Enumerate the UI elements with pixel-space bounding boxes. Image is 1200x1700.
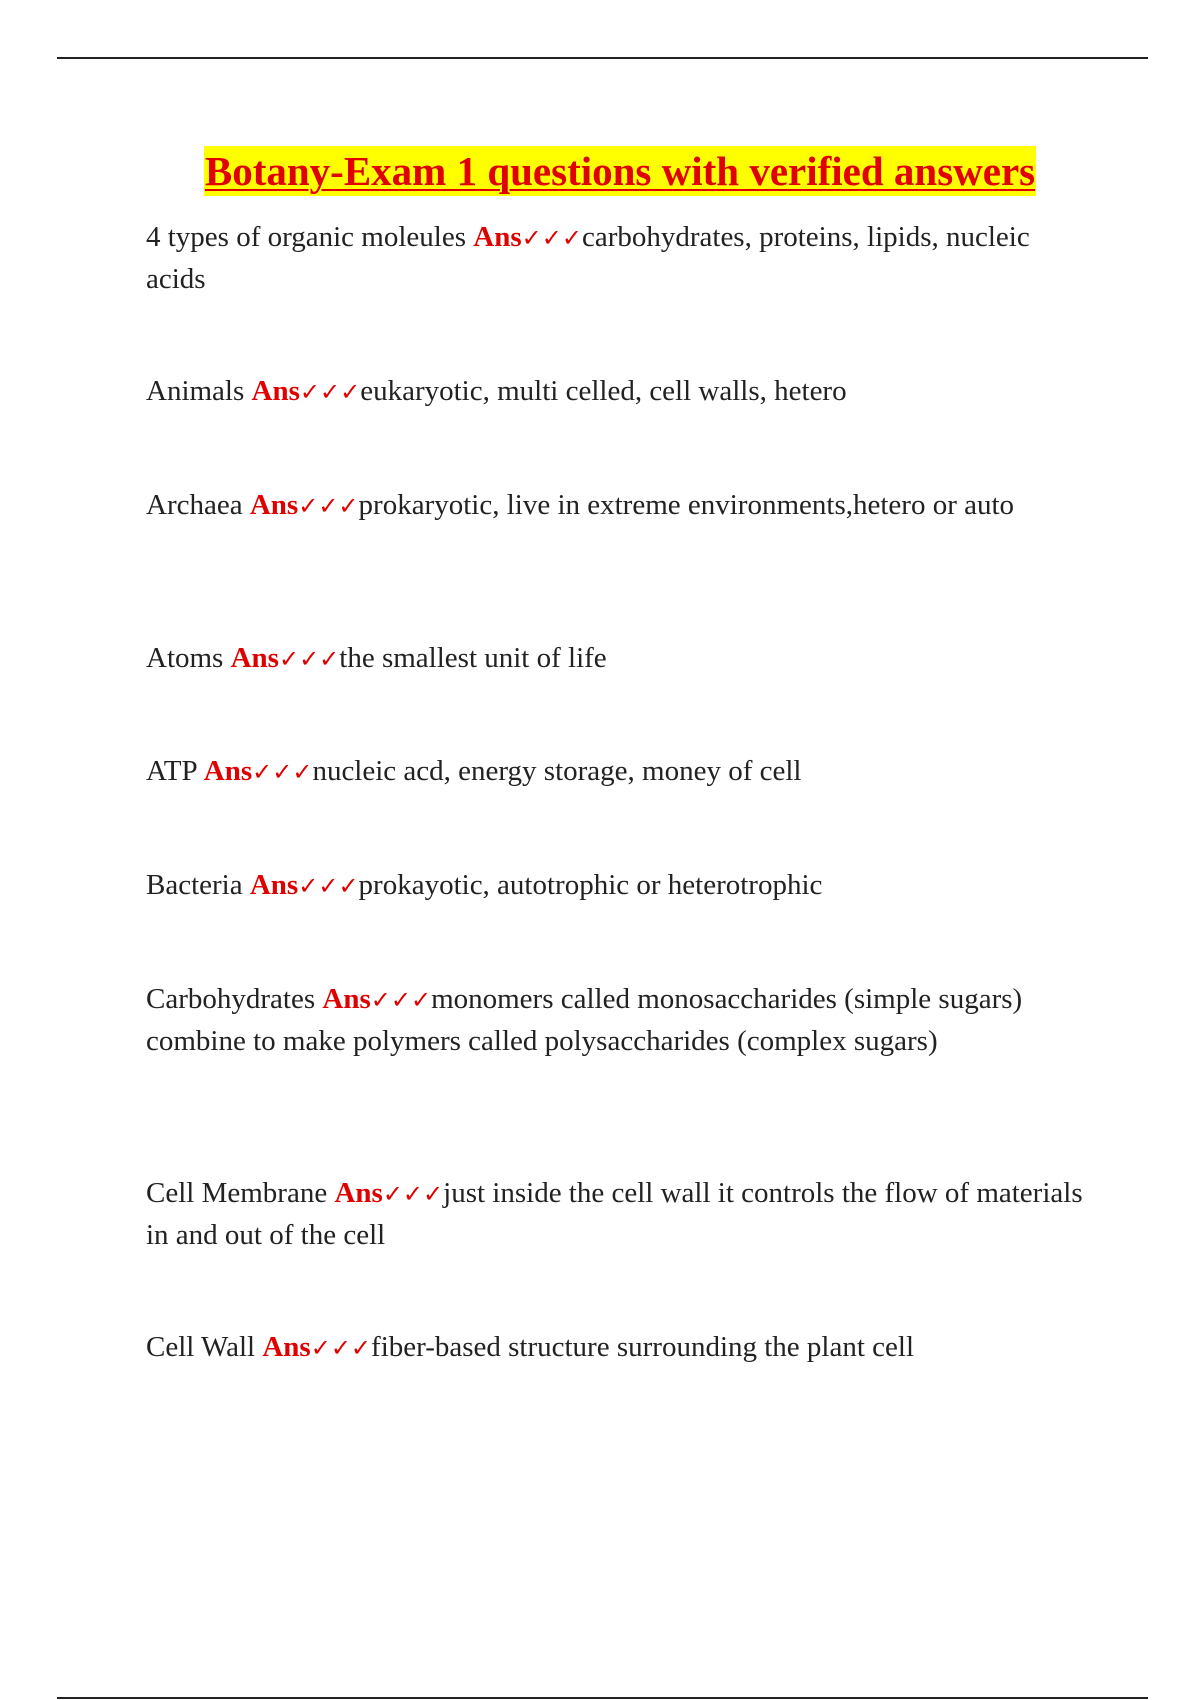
check-marks-icon: ✓✓✓ <box>252 760 313 786</box>
check-marks-icon: ✓✓✓ <box>278 647 340 673</box>
qa-item <box>146 485 1086 527</box>
answer-marker: Ans <box>249 869 299 901</box>
question-term: Animals <box>146 375 245 407</box>
qa-item <box>146 865 1086 907</box>
answer-marker: Ans <box>230 642 279 674</box>
answer-text: just inside the cell wall it controls the flow of materials in and out of the cell <box>146 1177 1083 1251</box>
answer-text: fiber-based structure surrounding the plant cell <box>371 1331 915 1363</box>
question-term: Cell Membrane <box>146 1177 328 1209</box>
check-marks-icon: ✓✓✓ <box>298 874 359 900</box>
title-container <box>0 146 1200 196</box>
qa-item <box>146 979 1086 1061</box>
check-marks-icon: ✓✓✓ <box>310 1336 372 1362</box>
qa-item <box>146 751 1086 793</box>
question-term: 4 types of organic moleules <box>146 221 467 253</box>
check-marks-icon: ✓✓✓ <box>382 1182 444 1208</box>
answer-marker: Ans <box>322 983 371 1015</box>
question-term: Bacteria <box>146 869 243 901</box>
answer-text: eukaryotic, multi celled, cell walls, hetero <box>360 375 847 407</box>
check-marks-icon: ✓✓✓ <box>370 988 432 1014</box>
answer-text: nucleic acd, energy storage, money of cell <box>312 755 802 787</box>
header-rule <box>57 57 1148 59</box>
answer-marker: Ans <box>473 221 522 253</box>
question-term: Atoms <box>146 642 224 674</box>
question-term: Cell Wall <box>146 1331 256 1363</box>
answer-marker: Ans <box>334 1177 383 1209</box>
footer-rule <box>57 1697 1148 1699</box>
qa-item <box>146 1327 1086 1369</box>
answer-text: the smallest unit of life <box>339 642 607 674</box>
qa-item <box>146 638 1086 680</box>
qa-item <box>146 217 1086 299</box>
question-term: Archaea <box>146 489 243 521</box>
answer-text: prokayotic, autotrophic or heterotrophic <box>358 869 823 901</box>
answer-marker: Ans <box>249 489 299 521</box>
check-marks-icon: ✓✓✓ <box>299 380 361 406</box>
answer-marker: Ans <box>251 375 300 407</box>
answer-marker: Ans <box>203 755 253 787</box>
question-term: ATP <box>146 755 197 787</box>
answer-marker: Ans <box>262 1331 311 1363</box>
answer-text: monomers called monosaccharides (simple sugars) combine to make polymers called polysaccharides (complex sugars) <box>146 983 1023 1057</box>
answer-text: carbohydrates, proteins, lipids, nucleic acids <box>146 221 1030 295</box>
document-title: Botany-Exam 1 questions with verified answers <box>204 148 1036 194</box>
qa-item <box>146 371 1086 413</box>
question-term: Carbohydrates <box>146 983 316 1015</box>
check-marks-icon: ✓✓✓ <box>521 226 582 252</box>
answer-text: prokaryotic, live in extreme environments,hetero or auto <box>358 489 1015 521</box>
check-marks-icon: ✓✓✓ <box>298 494 359 520</box>
qa-item <box>146 1173 1086 1255</box>
